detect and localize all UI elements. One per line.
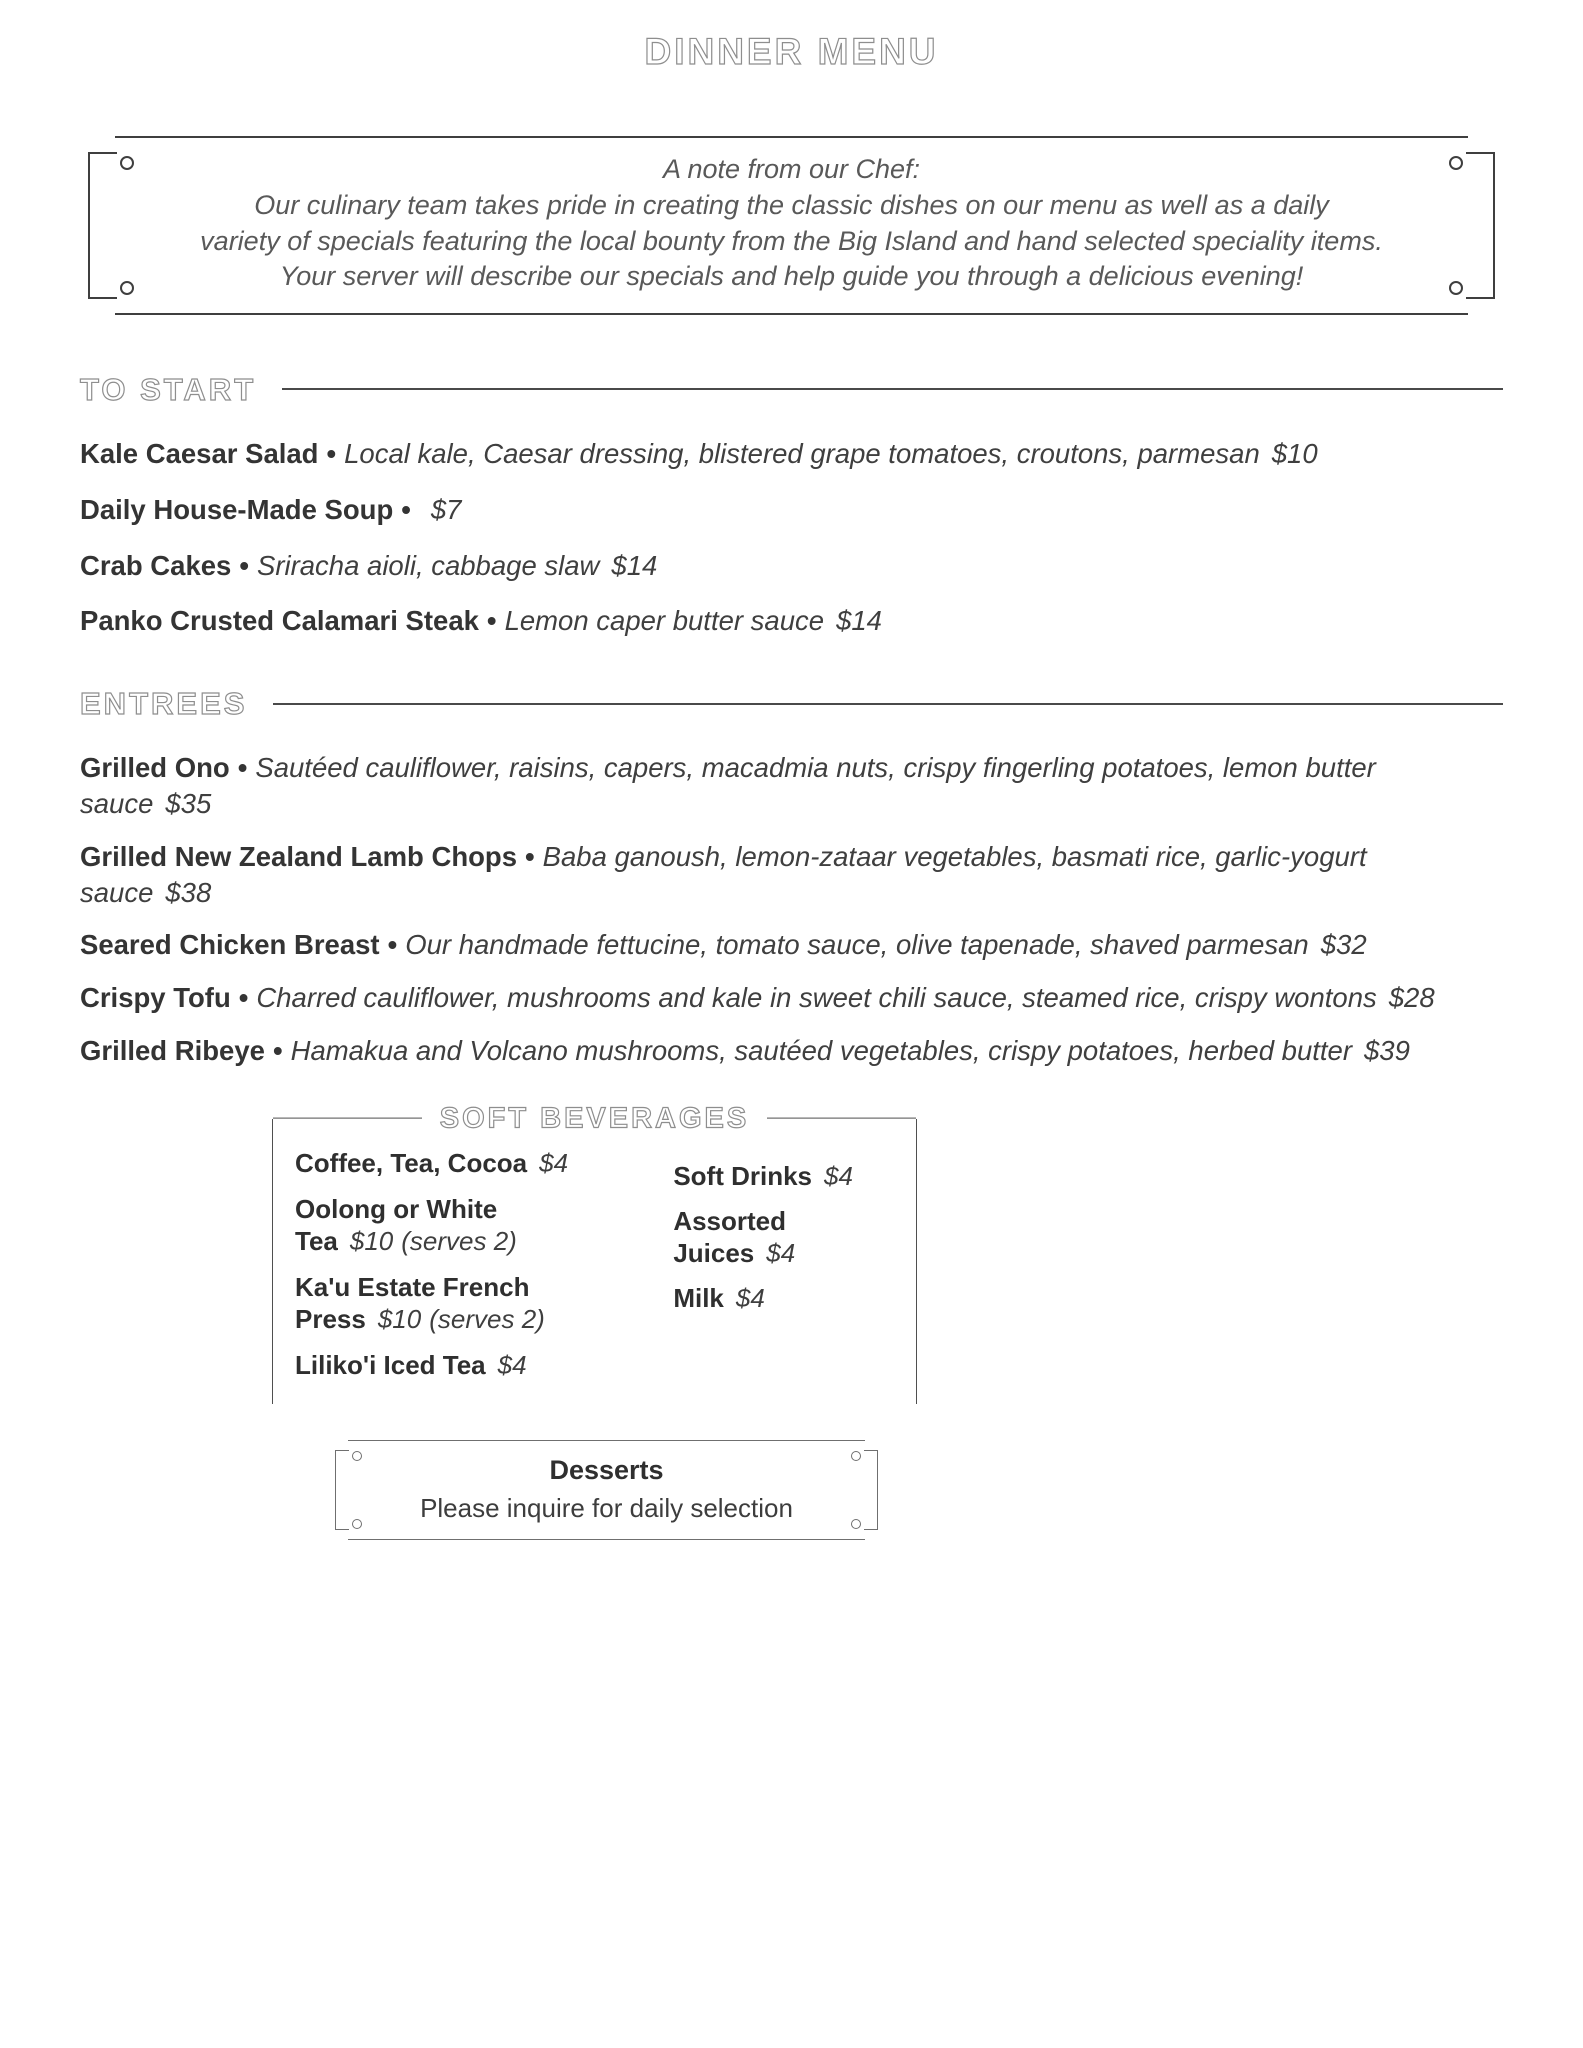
beverage-price: $4 [824, 1161, 853, 1192]
to-start-heading: TO START [80, 371, 257, 407]
soft-beverages-right-column [673, 1147, 902, 1394]
item-price: $14 [836, 605, 882, 637]
beverage-item [673, 1282, 902, 1315]
menu-item [80, 980, 1503, 1016]
item-name: Crispy Tofu [80, 982, 231, 1014]
frame-bracket-left [335, 1450, 349, 1530]
item-description: Hamakua and Volcano mushrooms, sautéed vegetables, crispy potatoes, herbed butter [290, 1034, 1352, 1066]
frame-bracket-right [1466, 152, 1495, 299]
to-start-items [80, 436, 1503, 639]
beverage-price: $4 [497, 1349, 527, 1380]
item-price: $39 [1364, 1034, 1410, 1066]
desserts-frame [348, 1440, 865, 1540]
item-name: Daily House-Made Soup [80, 493, 394, 525]
beverage-name: Soft Drinks [673, 1161, 812, 1192]
item-price: $38 [165, 876, 212, 908]
frame-dot-top-right [1449, 156, 1463, 170]
box-top-line-right [767, 1118, 916, 1119]
beverage-note: (serves 2) [401, 1226, 517, 1257]
menu-item [80, 436, 1503, 472]
beverage-name: Milk [673, 1282, 724, 1313]
item-bullet: • [326, 438, 337, 470]
section-divider-line [273, 703, 1503, 705]
item-bullet: • [272, 1034, 283, 1066]
item-description: Charred cauliflower, mushrooms and kale in sweet chili sauce, steamed rice, crispy wontons [256, 982, 1377, 1014]
soft-beverages-heading: SOFT BEVERAGES [439, 1102, 750, 1135]
beverage-name: Oolong or White Tea [295, 1193, 498, 1257]
item-description: Our handmade fettucine, tomato sauce, olive tapenade, shaved parmesan [405, 929, 1309, 961]
entrees-items [80, 750, 1503, 1068]
item-name: Grilled Ribeye [80, 1034, 265, 1066]
menu-item [80, 548, 1503, 584]
beverage-item [295, 1147, 673, 1180]
menu-item [80, 492, 1503, 528]
soft-beverages-header [273, 1101, 916, 1136]
item-description: Lemon caper butter sauce [504, 605, 825, 637]
item-name: Seared Chicken Breast [80, 929, 380, 961]
beverage-price: $10 [377, 1304, 422, 1335]
item-name: Kale Caesar Salad [80, 438, 319, 470]
item-bullet: • [387, 929, 398, 961]
frame-dot-top-left [120, 156, 134, 170]
item-description: Sriracha aioli, cabbage slaw [256, 549, 600, 581]
item-bullet: • [401, 493, 411, 525]
beverage-item [295, 1349, 673, 1382]
chef-note-heading: A note from our Chef: [662, 154, 921, 185]
item-bullet: • [237, 752, 248, 784]
beverage-item [295, 1271, 673, 1336]
item-price: $35 [165, 788, 212, 820]
item-bullet: • [525, 840, 535, 872]
item-name: Crab Cakes [80, 549, 232, 581]
entrees-heading: ENTREES [80, 686, 248, 722]
beverage-price: $4 [766, 1238, 796, 1269]
desserts-title: Desserts [549, 1455, 664, 1486]
beverage-name: Liliko'i Iced Tea [295, 1349, 486, 1380]
chef-note-line: Our culinary team takes pride in creating the classic dishes on our menu as well as a daily [254, 190, 1329, 221]
menu-item [80, 839, 1503, 911]
desserts-subtitle: Please inquire for daily selection [420, 1493, 793, 1524]
item-name: Grilled New Zealand Lamb Chops [80, 840, 518, 872]
menu-item [80, 1033, 1503, 1069]
frame-bracket-left [88, 152, 117, 299]
beverage-item [673, 1160, 902, 1193]
item-name: Panko Crusted Calamari Steak [80, 605, 479, 637]
menu-item [80, 750, 1503, 822]
chef-note-line: variety of specials featuring the local bounty from the Big Island and hand selected speciality items. [200, 225, 1383, 256]
page-title: DINNER MENU [644, 31, 939, 72]
soft-beverages-body [273, 1147, 916, 1394]
item-bullet: • [239, 549, 249, 581]
item-price: $32 [1320, 929, 1367, 961]
beverage-item [673, 1205, 902, 1270]
chef-note-frame [115, 136, 1468, 315]
menu-item [80, 603, 1503, 639]
beverage-name: Coffee, Tea, Cocoa [295, 1148, 528, 1179]
item-description: Local kale, Caesar dressing, blistered grape tomatoes, croutons, parmesan [344, 438, 1260, 470]
soft-beverages-left-column [295, 1147, 673, 1394]
item-price: $14 [611, 549, 658, 581]
beverage-note: (serves 2) [429, 1304, 545, 1335]
frame-dot-bottom-right [1449, 281, 1463, 295]
item-price: $7 [430, 493, 462, 525]
section-divider-line [282, 388, 1503, 390]
item-name: Grilled Ono [80, 752, 230, 784]
chef-note-line: Your server will describe our specials and help guide you through a delicious evening! [279, 261, 1304, 292]
to-start-header [80, 371, 1503, 408]
item-description: Baba ganoush, lemon-zataar vegetables, basmati rice, garlic-yogurt sauce [80, 840, 1367, 908]
item-description: Sautéed cauliflower, raisins, capers, macadmia nuts, crispy fingerling potatoes, lemon butter sauce [80, 752, 1376, 820]
frame-bracket-right [864, 1450, 878, 1530]
item-bullet: • [486, 605, 497, 637]
frame-dot-bottom-left [352, 1519, 362, 1529]
soft-beverages-box [272, 1102, 917, 1405]
beverage-name: Assorted Juices [673, 1205, 787, 1269]
item-bullet: • [238, 982, 249, 1014]
menu-item [80, 927, 1503, 963]
beverage-price: $4 [735, 1282, 765, 1313]
item-price: $10 [1271, 438, 1318, 470]
frame-dot-bottom-left [120, 281, 134, 295]
item-price: $28 [1388, 982, 1435, 1014]
frame-dot-bottom-right [851, 1519, 861, 1529]
entrees-header [80, 685, 1503, 722]
beverage-item [295, 1193, 673, 1258]
box-top-line-left [273, 1118, 422, 1119]
beverage-price: $4 [539, 1148, 569, 1179]
beverage-name: Ka'u Estate French Press [295, 1271, 530, 1335]
beverage-price: $10 [349, 1226, 394, 1257]
